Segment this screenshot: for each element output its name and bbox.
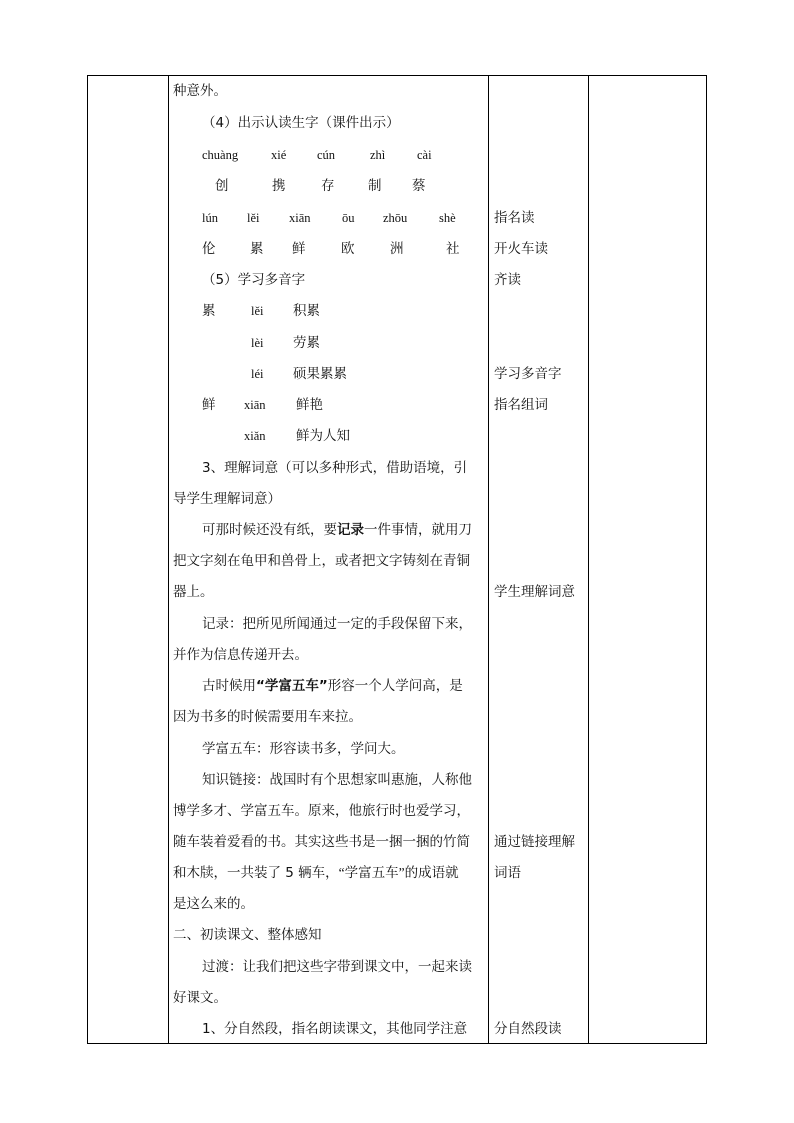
text-span: 形容一个人学问高，是	[327, 678, 463, 694]
pinyin: lèi	[251, 336, 264, 350]
character: 携	[272, 178, 286, 194]
section-heading: 二、初读课文、整体感知	[173, 927, 322, 943]
text-span: 可那时候还没有纸，要	[202, 522, 337, 538]
pinyin: zhōu	[383, 211, 408, 225]
quoted-term: “学富五车”	[338, 865, 405, 880]
word: 鲜艳	[296, 397, 323, 413]
character: 创	[215, 178, 229, 194]
column-divider-3	[588, 76, 589, 1043]
text-line: 博学多才、学富五车。原来，他旅行时也爱学习，	[173, 803, 470, 819]
text-line: 把文字刻在龟甲和兽骨上，或者把文字铸刻在青铜	[173, 553, 470, 569]
pinyin: ōu	[342, 211, 355, 225]
character: 鲜	[202, 397, 216, 413]
text-span: 的成语就	[404, 865, 459, 881]
activity-note: 指名读	[494, 210, 535, 226]
character: 鲜	[292, 241, 306, 257]
text-line: 1、分自然段，指名朗读课文，其他同学注意	[202, 1021, 468, 1037]
text-line: 导学生理解词意）	[173, 491, 281, 507]
word: 劳累	[293, 335, 320, 351]
pinyin: shè	[439, 211, 456, 225]
bold-term: “学富五车”	[256, 678, 328, 694]
text-line: 随车装着爱看的书。其实这些书是一捆一捆的竹简	[173, 834, 470, 850]
character: 社	[446, 241, 460, 257]
pinyin: chuàng	[202, 148, 239, 162]
pinyin: xiǎn	[244, 429, 266, 443]
activity-note: 分自然段读	[494, 1021, 562, 1037]
text-line: 是这么来的。	[173, 896, 254, 912]
text-line: （5）学习多音字	[202, 272, 306, 288]
activity-note: 指名组词	[494, 397, 548, 413]
pinyin: cài	[417, 148, 432, 162]
pinyin: xiān	[289, 211, 311, 225]
text-line: 好课文。	[173, 990, 227, 1006]
pinyin: zhì	[370, 148, 386, 162]
text-line: 因为书多的时候需要用车来拉。	[173, 709, 362, 725]
text-line: 3、理解词意（可以多种形式，借助语境，引	[202, 460, 468, 476]
text-line: 记录：把所见所闻通过一定的手段保留下来，	[202, 616, 472, 632]
character: 欧	[341, 241, 355, 257]
activity-note: 齐读	[494, 272, 521, 288]
column-divider-1	[168, 76, 169, 1043]
pinyin: lěi	[247, 211, 260, 225]
pinyin: léi	[251, 367, 264, 381]
word: 鲜为人知	[296, 428, 350, 444]
word: 硕果累累	[293, 366, 347, 382]
character: 蔡	[412, 178, 426, 194]
text-span: 一件事情，就用刀	[364, 522, 472, 538]
bold-term: 记录	[337, 522, 364, 538]
activity-note: 词语	[494, 865, 521, 881]
text-line	[202, 677, 463, 695]
text-line: 知识链接：战国时有个思想家叫惠施，人称他	[202, 772, 472, 788]
character: 累	[202, 303, 216, 319]
pinyin: cún	[317, 148, 336, 162]
pinyin: xiān	[244, 398, 266, 412]
text-line: （4）出示认读生字（课件出示）	[202, 115, 400, 131]
pinyin: xié	[271, 148, 287, 162]
pinyin: lún	[202, 211, 218, 225]
column-divider-2	[488, 76, 489, 1043]
character: 制	[368, 178, 382, 194]
activity-note: 学生理解词意	[494, 584, 575, 600]
pinyin: lěi	[251, 304, 264, 318]
activity-note: 开火车读	[494, 241, 548, 257]
text-line: 学富五车：形容读书多，学问大。	[202, 741, 405, 757]
text-span: 古时候用	[202, 678, 256, 694]
text-line	[173, 864, 459, 882]
text-line: 种意外。	[173, 83, 227, 99]
character: 存	[321, 178, 335, 194]
text-line: 器上。	[173, 584, 214, 600]
text-line: 过渡：让我们把这些字带到课文中，一起来读	[202, 959, 472, 975]
character: 洲	[390, 241, 404, 257]
word: 积累	[293, 303, 320, 319]
text-span: 和木牍，一共装了 5 辆车，	[173, 865, 339, 881]
activity-note: 通过链接理解	[494, 834, 575, 850]
activity-note: 学习多音字	[494, 366, 562, 382]
text-line: 并作为信息传递开去。	[173, 647, 308, 663]
character: 伦	[202, 241, 216, 257]
character: 累	[250, 241, 264, 257]
text-line	[202, 521, 472, 539]
